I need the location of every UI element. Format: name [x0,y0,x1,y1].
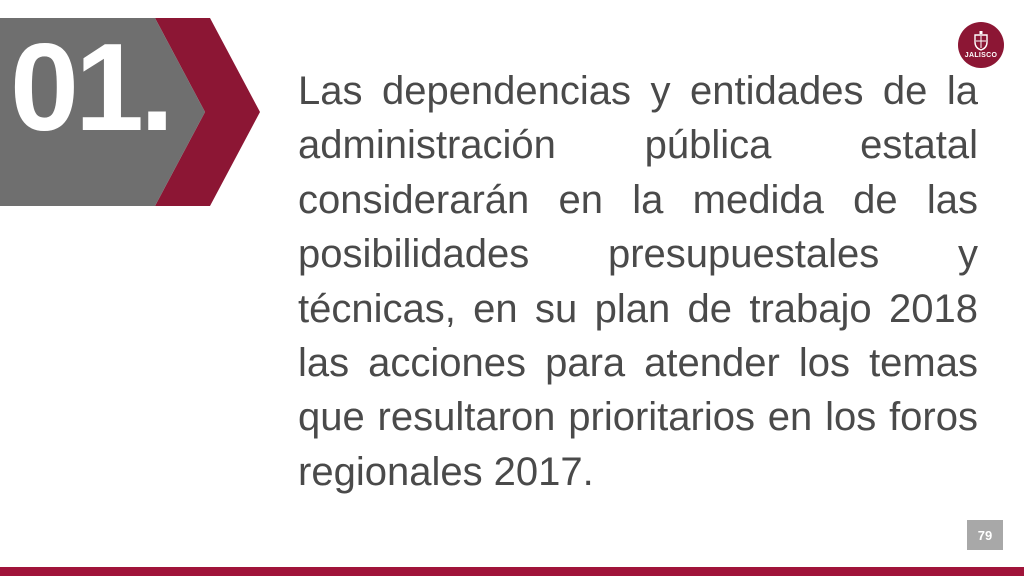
page-number-badge: 79 [967,520,1003,550]
jalisco-crest-icon [972,31,990,51]
bottom-accent-bar [0,567,1024,576]
logo-text: JALISCO [964,52,998,59]
jalisco-logo [958,22,1004,68]
section-number: 01. [10,19,171,157]
body-paragraph: Las dependencias y entidades de la administración pública estatal considerarán en la medida de las posibilidades presupuestales y técnicas, en su plan de trabajo 2018 las acciones para atender los temas que resultaron prioritarios en los foros regionales 2017. [298,69,978,494]
